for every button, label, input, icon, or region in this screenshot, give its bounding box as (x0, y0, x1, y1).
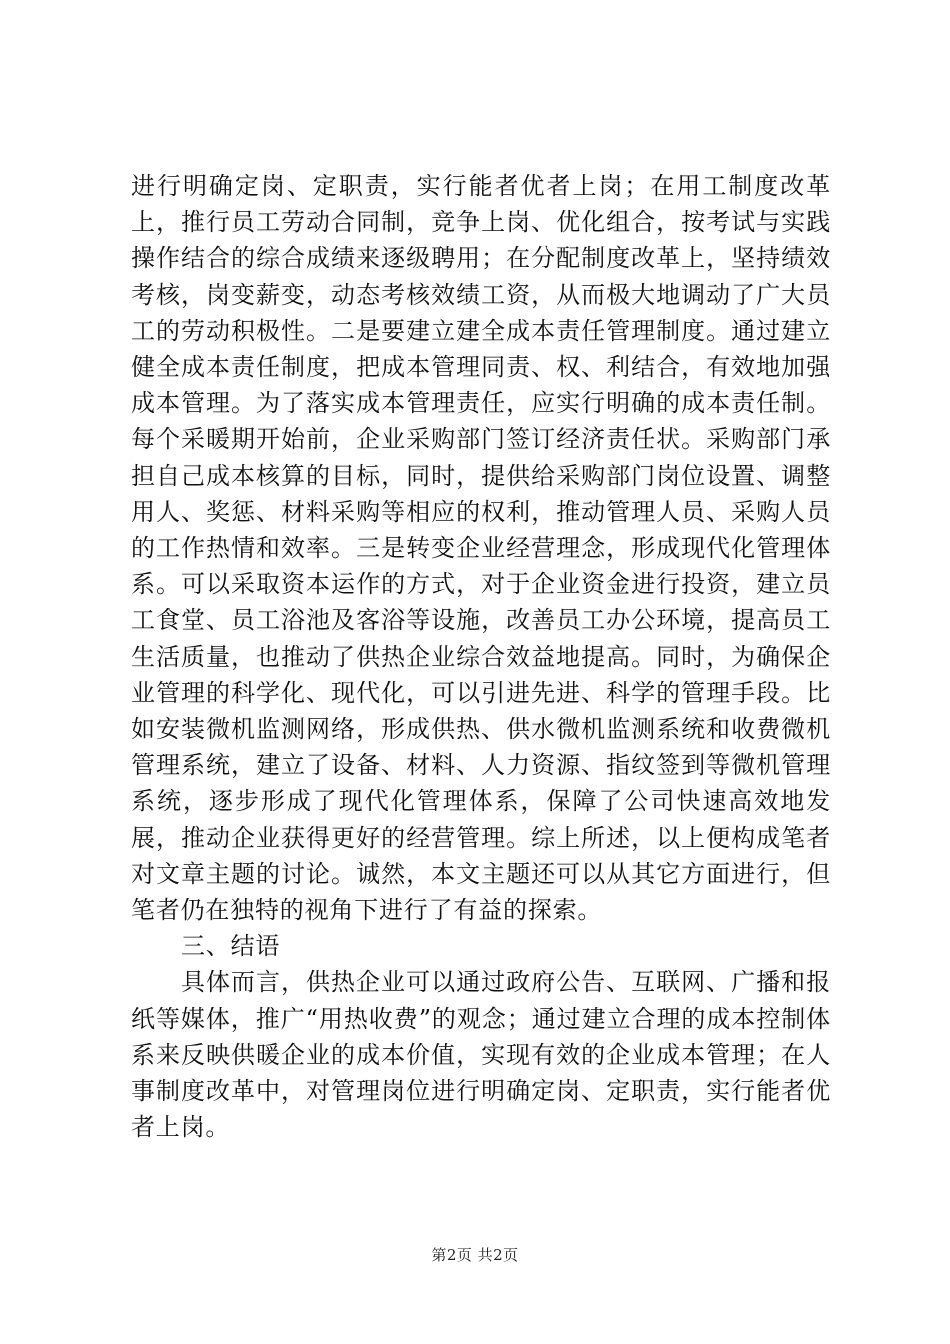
section-heading: 三、结语 (181, 932, 281, 961)
paragraph-conclusion: 具体而言，供热企业可以通过政府公告、互联网、广播和报纸等媒体，推广“用热收费”的观念；通过建立合理的成本控制体系来反映供暖企业的成本价值，实现有效的企业成本管理；在人事制度改革中，对管理岗位进行明确定岗、定职责，实行能者优者上岗。 (131, 968, 831, 1142)
page-footer: 第2页 共2页 (431, 1246, 519, 1264)
paragraph-continued: 进行明确定岗、定职责，实行能者优者上岗；在用工制度改革上，推行员工劳动合同制，竞争上岗、优化组合，按考试与实践操作结合的综合成绩来逐级聘用；在分配制度改革上，坚持绩效考核，岗变薪变，动态考核效绩工资，从而极大地调动了广大员工的劳动积极性。二是要建立建全成本责任管理制度。通过建立健全成本责任制度，把成本管理同责、权、利结合，有效地加强成本管理。为了落实成本管理责任，应实行明确的成本责任制。每个采暖期开始前，企业采购部门签订经济责任状。采购部门承担自己成本核算的目标，同时，提供给采购部门岗位设置、调整用人、奖惩、材料采购等相应的权利，推动管理人员、采购人员的工作热情和效率。三是转变企业经营理念，形成现代化管理体系。可以采取资本运作的方式，对于企业资金进行投资，建立员工食堂、员工浴池及客浴等设施，改善员工办公环境，提高员工生活质量，也推动了供热企业综合效益地提高。同时，为确保企业管理的科学化、现代化，可以引进先进、科学的管理手段。比如安装微机监测网络，形成供热、供水微机监测系统和收费微机管理系统，建立了设备、材料、人力资源、指纹签到等微机管理系统，逐步形成了现代化管理体系，保障了公司快速高效地发展，推动企业获得更好的经营管理。综上所述，以上便构成笔者对文章主题的讨论。诚然，本文主题还可以从其它方面进行，但笔者仍在独特的视角下进行了有益的探索。 (131, 172, 831, 925)
body-text (131, 168, 831, 1145)
